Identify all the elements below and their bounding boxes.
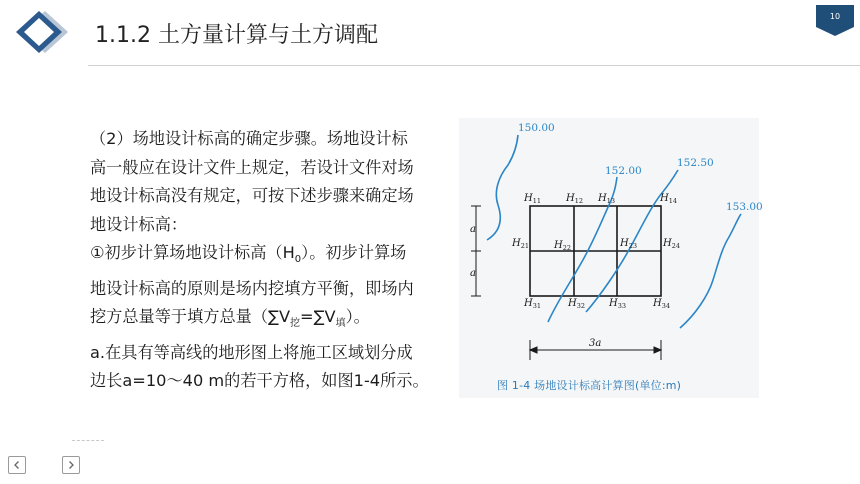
text-line: 高一般应在设计文件上规定，若设计文件对场 (90, 157, 414, 177)
grid-figure (459, 118, 763, 398)
text-line: 地设计标高没有规定，可按下述步骤来确定场 (90, 186, 414, 205)
subscript: 填 (335, 318, 346, 330)
page-number-badge (816, 5, 854, 36)
figure-background (459, 118, 759, 398)
subscript: 挖 (290, 318, 301, 330)
prev-slide-button[interactable] (8, 456, 26, 474)
text-line: 边长a=10～40 m的若干方格，如图1-4所示。 (90, 371, 429, 391)
node-label-h31: $H_{31}$ (524, 298, 542, 310)
text-segment: ）。 (345, 307, 370, 327)
text-segment: 挖方总量等于填方总量（∑V (90, 307, 291, 327)
dim-a-label: a (470, 224, 476, 235)
text-segment: ）。初步计算场 (301, 243, 407, 262)
node-label-h24: $H_{24}$ (663, 238, 681, 250)
node-label-h33: $H_{33}$ (609, 298, 627, 310)
subscript: 0 (294, 254, 302, 266)
text-segment: =∑V (300, 307, 336, 327)
page-title: 1.1.2 土方量计算与土方调配 (95, 23, 378, 48)
chevron-left-icon (12, 460, 22, 470)
node-label-h14: $H_{14}$ (660, 193, 678, 205)
text-line: a.在具有等高线的地形图上将施工区域划分成 (90, 342, 413, 362)
next-slide-button[interactable] (62, 456, 80, 474)
node-label-h23: $H_{23}$ (620, 238, 638, 250)
node-label-h21: $H_{21}$ (512, 238, 530, 250)
text-line: 地设计标高： (90, 214, 188, 234)
text-line-formula (90, 303, 445, 339)
chevron-right-icon (66, 460, 76, 470)
text-segment: ①初步计算场地设计标高（H (90, 243, 295, 262)
figure-caption: 图 1-4 场地设计标高计算图(单位:m) (497, 379, 682, 392)
diamond-logo-icon (12, 8, 82, 56)
contour-label: 153.00 (726, 201, 763, 213)
text-line: （2）场地设计标高的确定步骤。场地设计标 (90, 129, 408, 148)
text-line-step1 (90, 239, 445, 275)
node-label-h34: $H_{34}$ (653, 298, 671, 310)
divider (72, 440, 104, 441)
page-number: 10 (829, 12, 841, 21)
node-label-h22: $H_{22}$ (554, 240, 572, 252)
contour-label: 152.50 (677, 157, 714, 169)
dim-a-label: a (470, 268, 476, 279)
node-label-h32: $H_{32}$ (568, 298, 586, 310)
contour-label: 152.00 (605, 165, 642, 177)
contour-label: 150.00 (518, 122, 555, 134)
dim-3a-label: 3a (589, 338, 602, 349)
node-label-h13: $H_{13}$ (598, 193, 616, 205)
text-line: 地设计标高的原则是场内挖填方平衡，即场内 (90, 278, 414, 298)
node-label-h11: $H_{11}$ (524, 193, 542, 205)
node-label-h12: $H_{12}$ (566, 193, 584, 205)
body-text (90, 125, 445, 396)
title-divider (88, 65, 860, 66)
